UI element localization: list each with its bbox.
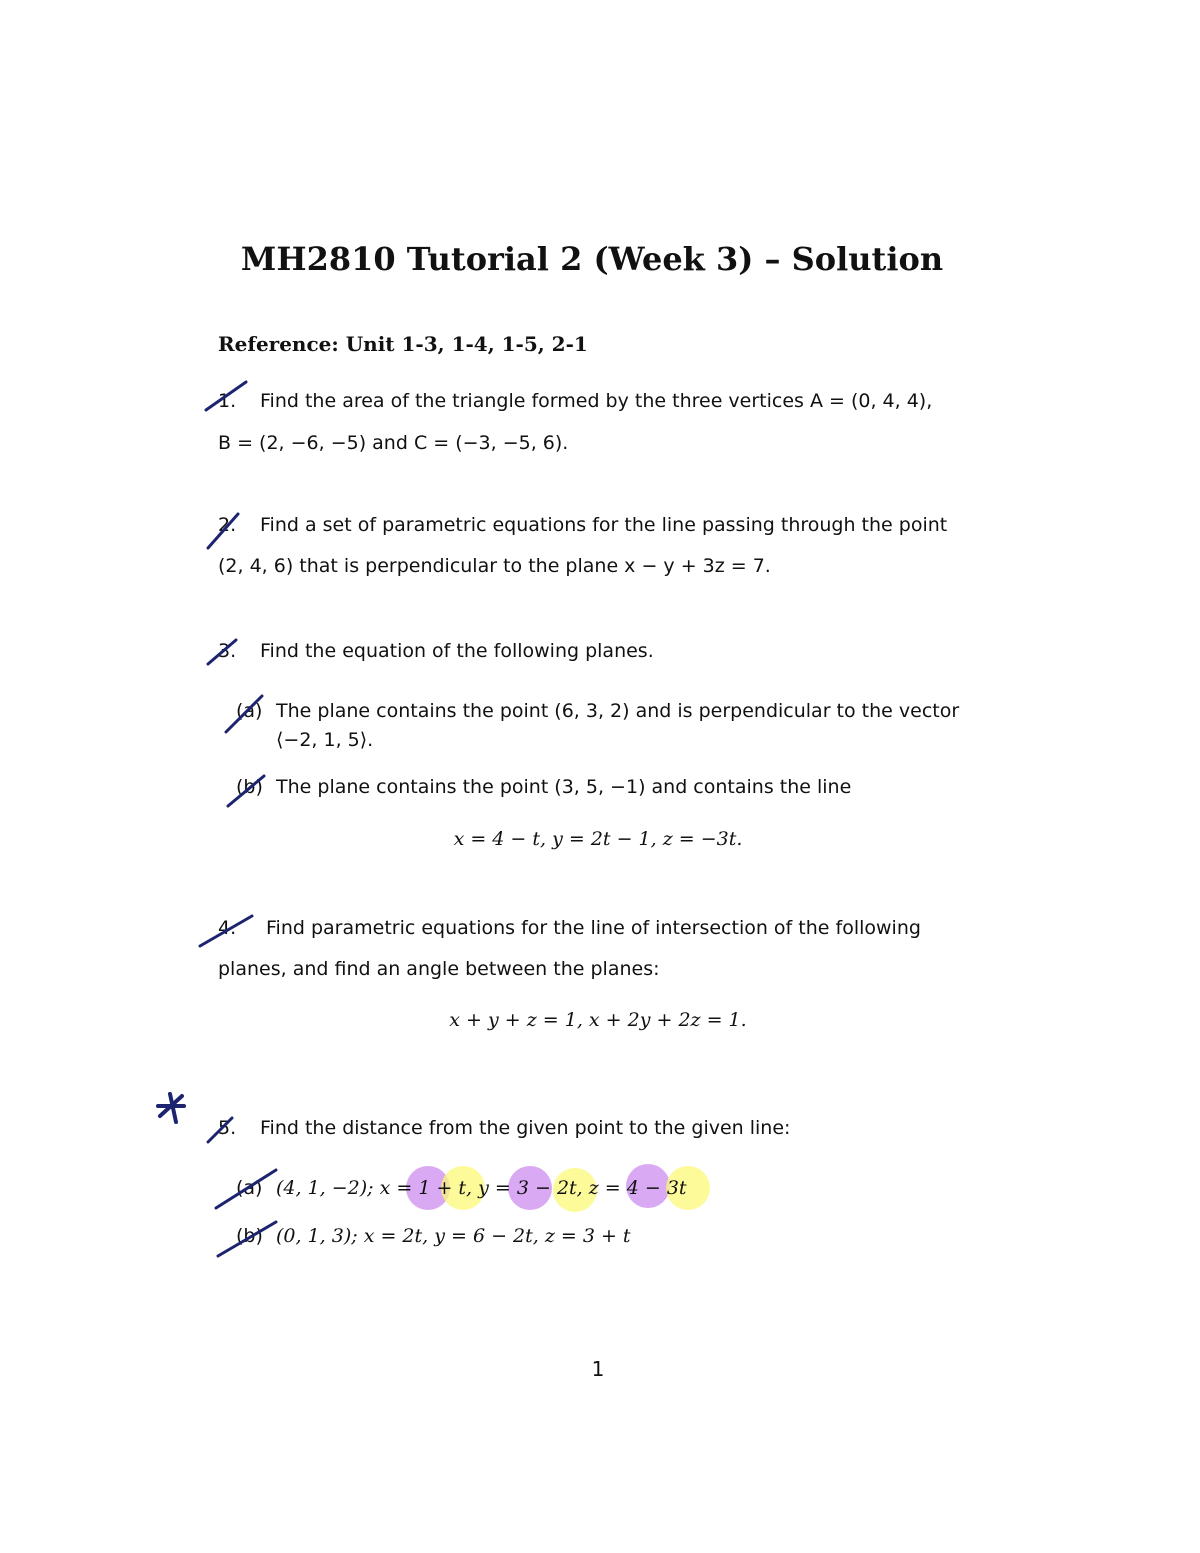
question-2-line-1 [218,514,947,536]
question-5a-line [236,1177,687,1199]
question-3b-label: (b) [236,776,263,798]
question-5a-label: (a) [236,1177,263,1199]
question-5a-equation: (4, 1, −2); x = 1 + t, y = 3 − 2t, z = 4 − 3t [276,1177,687,1199]
question-4-line-1 [218,917,978,939]
question-1-number: 1. [218,390,237,412]
question-3a-text: The plane contains the point (6, 3, 2) and is perpendicular to the vector [276,700,960,722]
question-4-text: Find parametric equations for the line of intersection of the following [266,917,921,939]
question-4-line-2: planes, and find an angle between the planes: [218,958,660,980]
question-3a-line-1 [236,700,959,722]
question-5-line-1 [218,1117,790,1139]
question-2-line-2: (2, 4, 6) that is perpendicular to the plane x − y + 3z = 7. [218,555,771,577]
question-5-number: 5. [218,1117,237,1139]
question-2-text: Find a set of parametric equations for the line passing through the point [260,514,948,536]
question-3b-text: The plane contains the point (3, 5, −1) and contains the line [276,776,852,798]
page-title: MH2810 Tutorial 2 (Week 3) – Solution [240,240,944,278]
question-3b-equation: x = 4 − t, y = 2t − 1, z = −3t. [453,828,743,850]
question-3a-label: (a) [236,700,263,722]
question-1-line-1 [218,390,978,412]
question-5-text: Find the distance from the given point to the given line: [260,1117,791,1139]
question-4-equation: x + y + z = 1, x + 2y + 2z = 1. [449,1009,747,1031]
page-number: 1 [591,1357,605,1381]
question-5b-equation: (0, 1, 3); x = 2t, y = 6 − 2t, z = 3 + t [276,1225,631,1247]
reference-line: Reference: Unit 1-3, 1-4, 1-5, 2-1 [218,332,588,356]
question-5b-label: (b) [236,1225,263,1247]
question-3b-line-1 [236,776,851,798]
star-mark [158,1094,184,1122]
question-5b-line [236,1225,631,1247]
question-3a-line-2: ⟨−2, 1, 5⟩. [276,729,374,751]
question-2-number: 2. [218,514,237,536]
question-1-line-2: B = (2, −6, −5) and C = (−3, −5, 6). [218,432,569,454]
question-3-number: 3. [218,640,237,662]
question-4-number: 4. [218,917,237,939]
question-3-line-1 [218,640,654,662]
question-3-text: Find the equation of the following planes. [260,640,654,662]
question-1-text: Find the area of the triangle formed by the three vertices A = (0, 4, 4), [260,390,933,412]
